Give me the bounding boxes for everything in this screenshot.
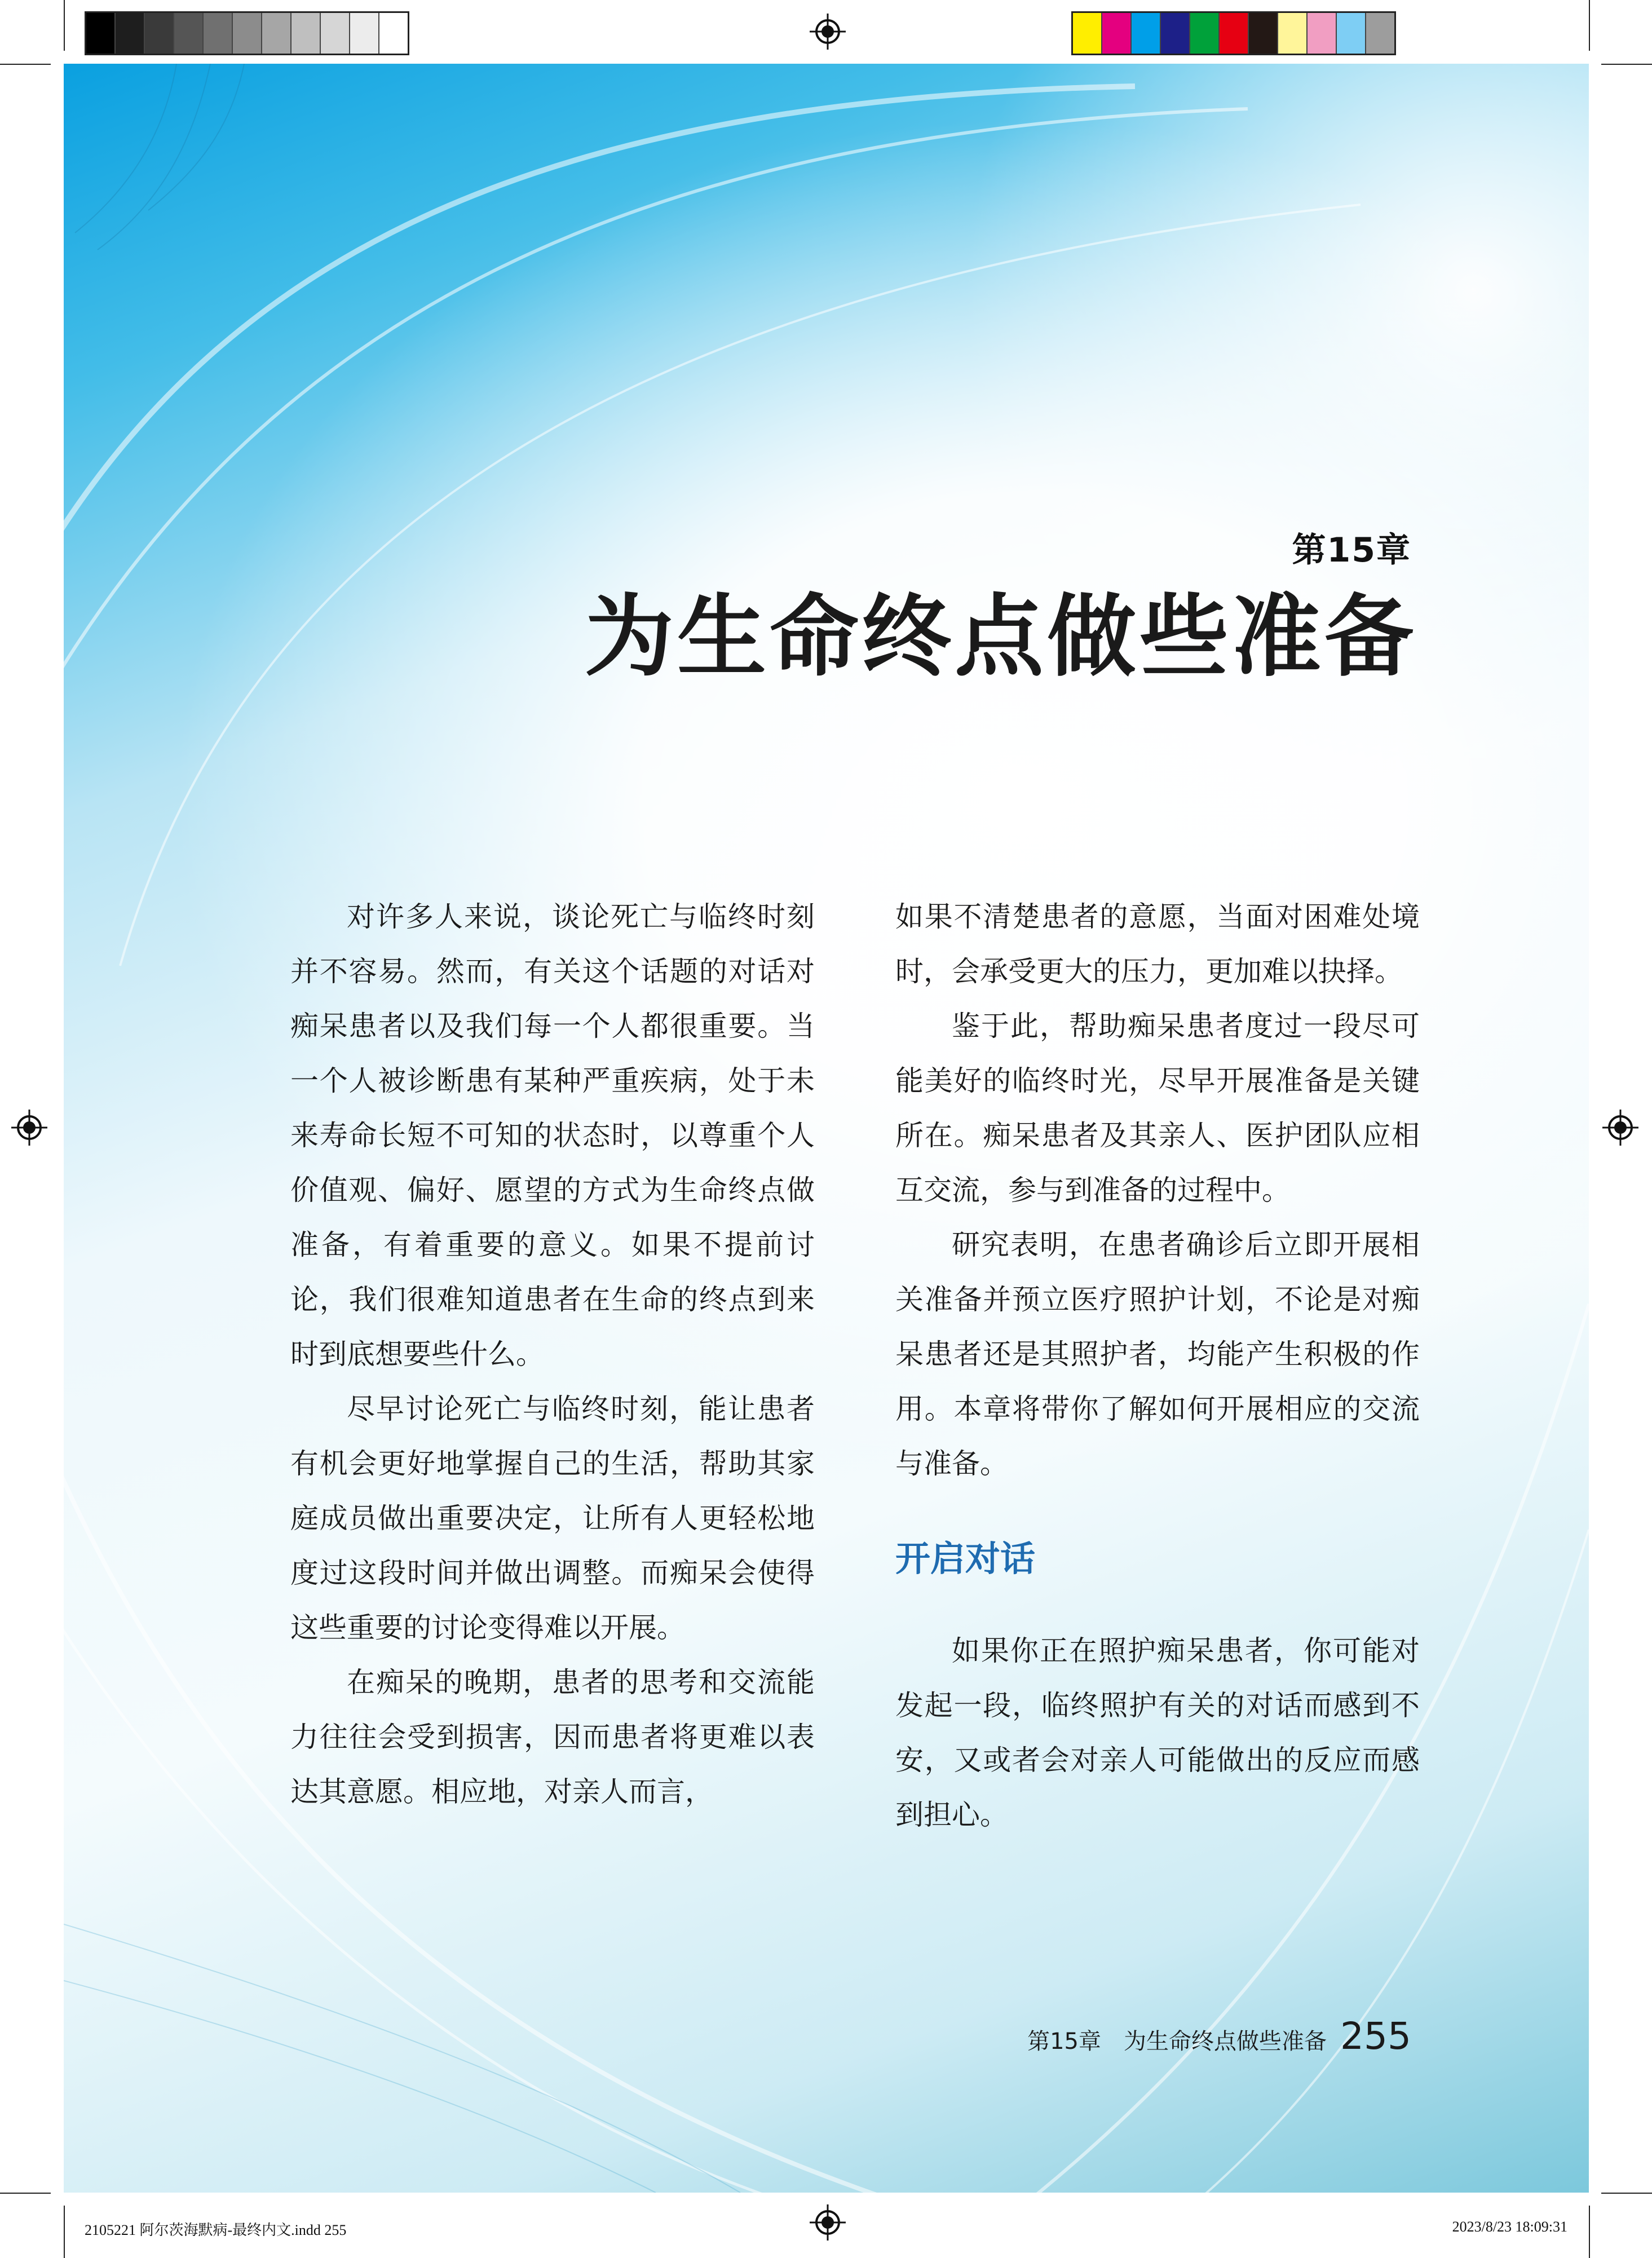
process-color-bar [1071,11,1396,55]
paragraph: 研究表明，在患者确诊后立即开展相关准备并预立医疗照护计划，不论是对痴呆患者还是其照护者，均能产生积极的作用。本章将带你了解如何开展相应的交流与准备。 [895,1229,1420,1480]
color-swatch [379,13,408,54]
color-swatch [1132,13,1161,54]
crop-mark [1589,0,1590,51]
chapter-title: 为生命终点做些准备 [585,585,1417,689]
crop-mark [1589,2206,1590,2258]
color-swatch [291,13,321,54]
paragraph: 尽早讨论死亡与临终时刻，能让患者有机会更好地掌握自己的生活，帮助其家庭成员做出重要决定，让所有人更轻松地度过这段时间并做出调整。而痴呆会使得这些重要的讨论变得难以开展。 [290,1393,815,1644]
color-swatch [1278,13,1308,54]
color-swatch [1220,13,1249,54]
page-number: 255 [1340,2014,1411,2058]
color-swatch [233,13,262,54]
color-swatch [1161,13,1190,54]
page-footer [1027,2014,1411,2058]
crop-mark [64,2206,65,2258]
running-head: 第15章 为生命终点做些准备 [1027,2029,1327,2054]
color-swatch [1337,13,1366,54]
section-heading: 开启对话 [895,1538,1036,1579]
grayscale-color-bar [85,11,409,55]
color-swatch [350,13,379,54]
color-swatch [1308,13,1337,54]
registration-mark-left [11,1110,47,1146]
paragraph: 对许多人来说，谈论死亡与临终时刻并不容易。然而，有关这个话题的对话对痴呆患者以及我们每一个人都很重要。当一个人被诊断患有某种严重疾病，处于未来寿命长短不可知的状态时，以尊重个人价值观、偏好、愿望的方式为生命终点做准备，有着重要的意义。如果不提前讨论，我们很难知道患者在生命的终点到来时到底想要些什么。 [290,900,815,1371]
registration-mark-right [1602,1110,1638,1146]
color-swatch [1249,13,1278,54]
color-swatch [1190,13,1220,54]
text-column-left [290,890,815,1819]
crop-mark [0,64,51,65]
paragraph: 鉴于此，帮助痴呆患者度过一段尽可能美好的临终时光，尽早开展准备是关键所在。痴呆患者及其亲人、医护团队应相互交流，参与到准备的过程中。 [895,1010,1420,1207]
crop-mark [0,2193,51,2194]
color-swatch [262,13,291,54]
color-swatch [116,13,145,54]
slug-timestamp: 2023/8/23 18:09:31 [1452,2219,1567,2235]
color-swatch [1073,13,1102,54]
paragraph: 在痴呆的晚期，患者的思考和交流能力往往会受到损害，因而患者将更难以表达其意愿。相应地，对亲人而言， [290,1666,815,1808]
registration-mark-top [810,14,846,50]
color-swatch [204,13,233,54]
color-swatch [145,13,174,54]
color-swatch [1366,13,1394,54]
chapter-label: 第15章 [1292,531,1411,570]
crop-mark [64,0,65,51]
color-swatch [1102,13,1132,54]
color-swatch [86,13,116,54]
slug-file-info: 2105221 阿尔茨海默病-最终内文.indd 255 [85,2222,347,2238]
text-column-right [895,890,1420,1842]
color-swatch [321,13,350,54]
book-page [64,64,1589,2193]
registration-mark-bottom [810,2204,846,2241]
color-swatch [174,13,204,54]
paragraph-continuation: 如果不清楚患者的意愿，当面对困难处境时，会承受更大的压力，更加难以抉择。 [895,900,1420,988]
crop-mark [1601,64,1652,65]
paragraph: 如果你正在照护痴呆患者，你可能对发起一段，临终照护有关的对话而感到不安，又或者会对亲人可能做出的反应而感到担心。 [895,1634,1420,1831]
crop-mark [1601,2193,1652,2194]
